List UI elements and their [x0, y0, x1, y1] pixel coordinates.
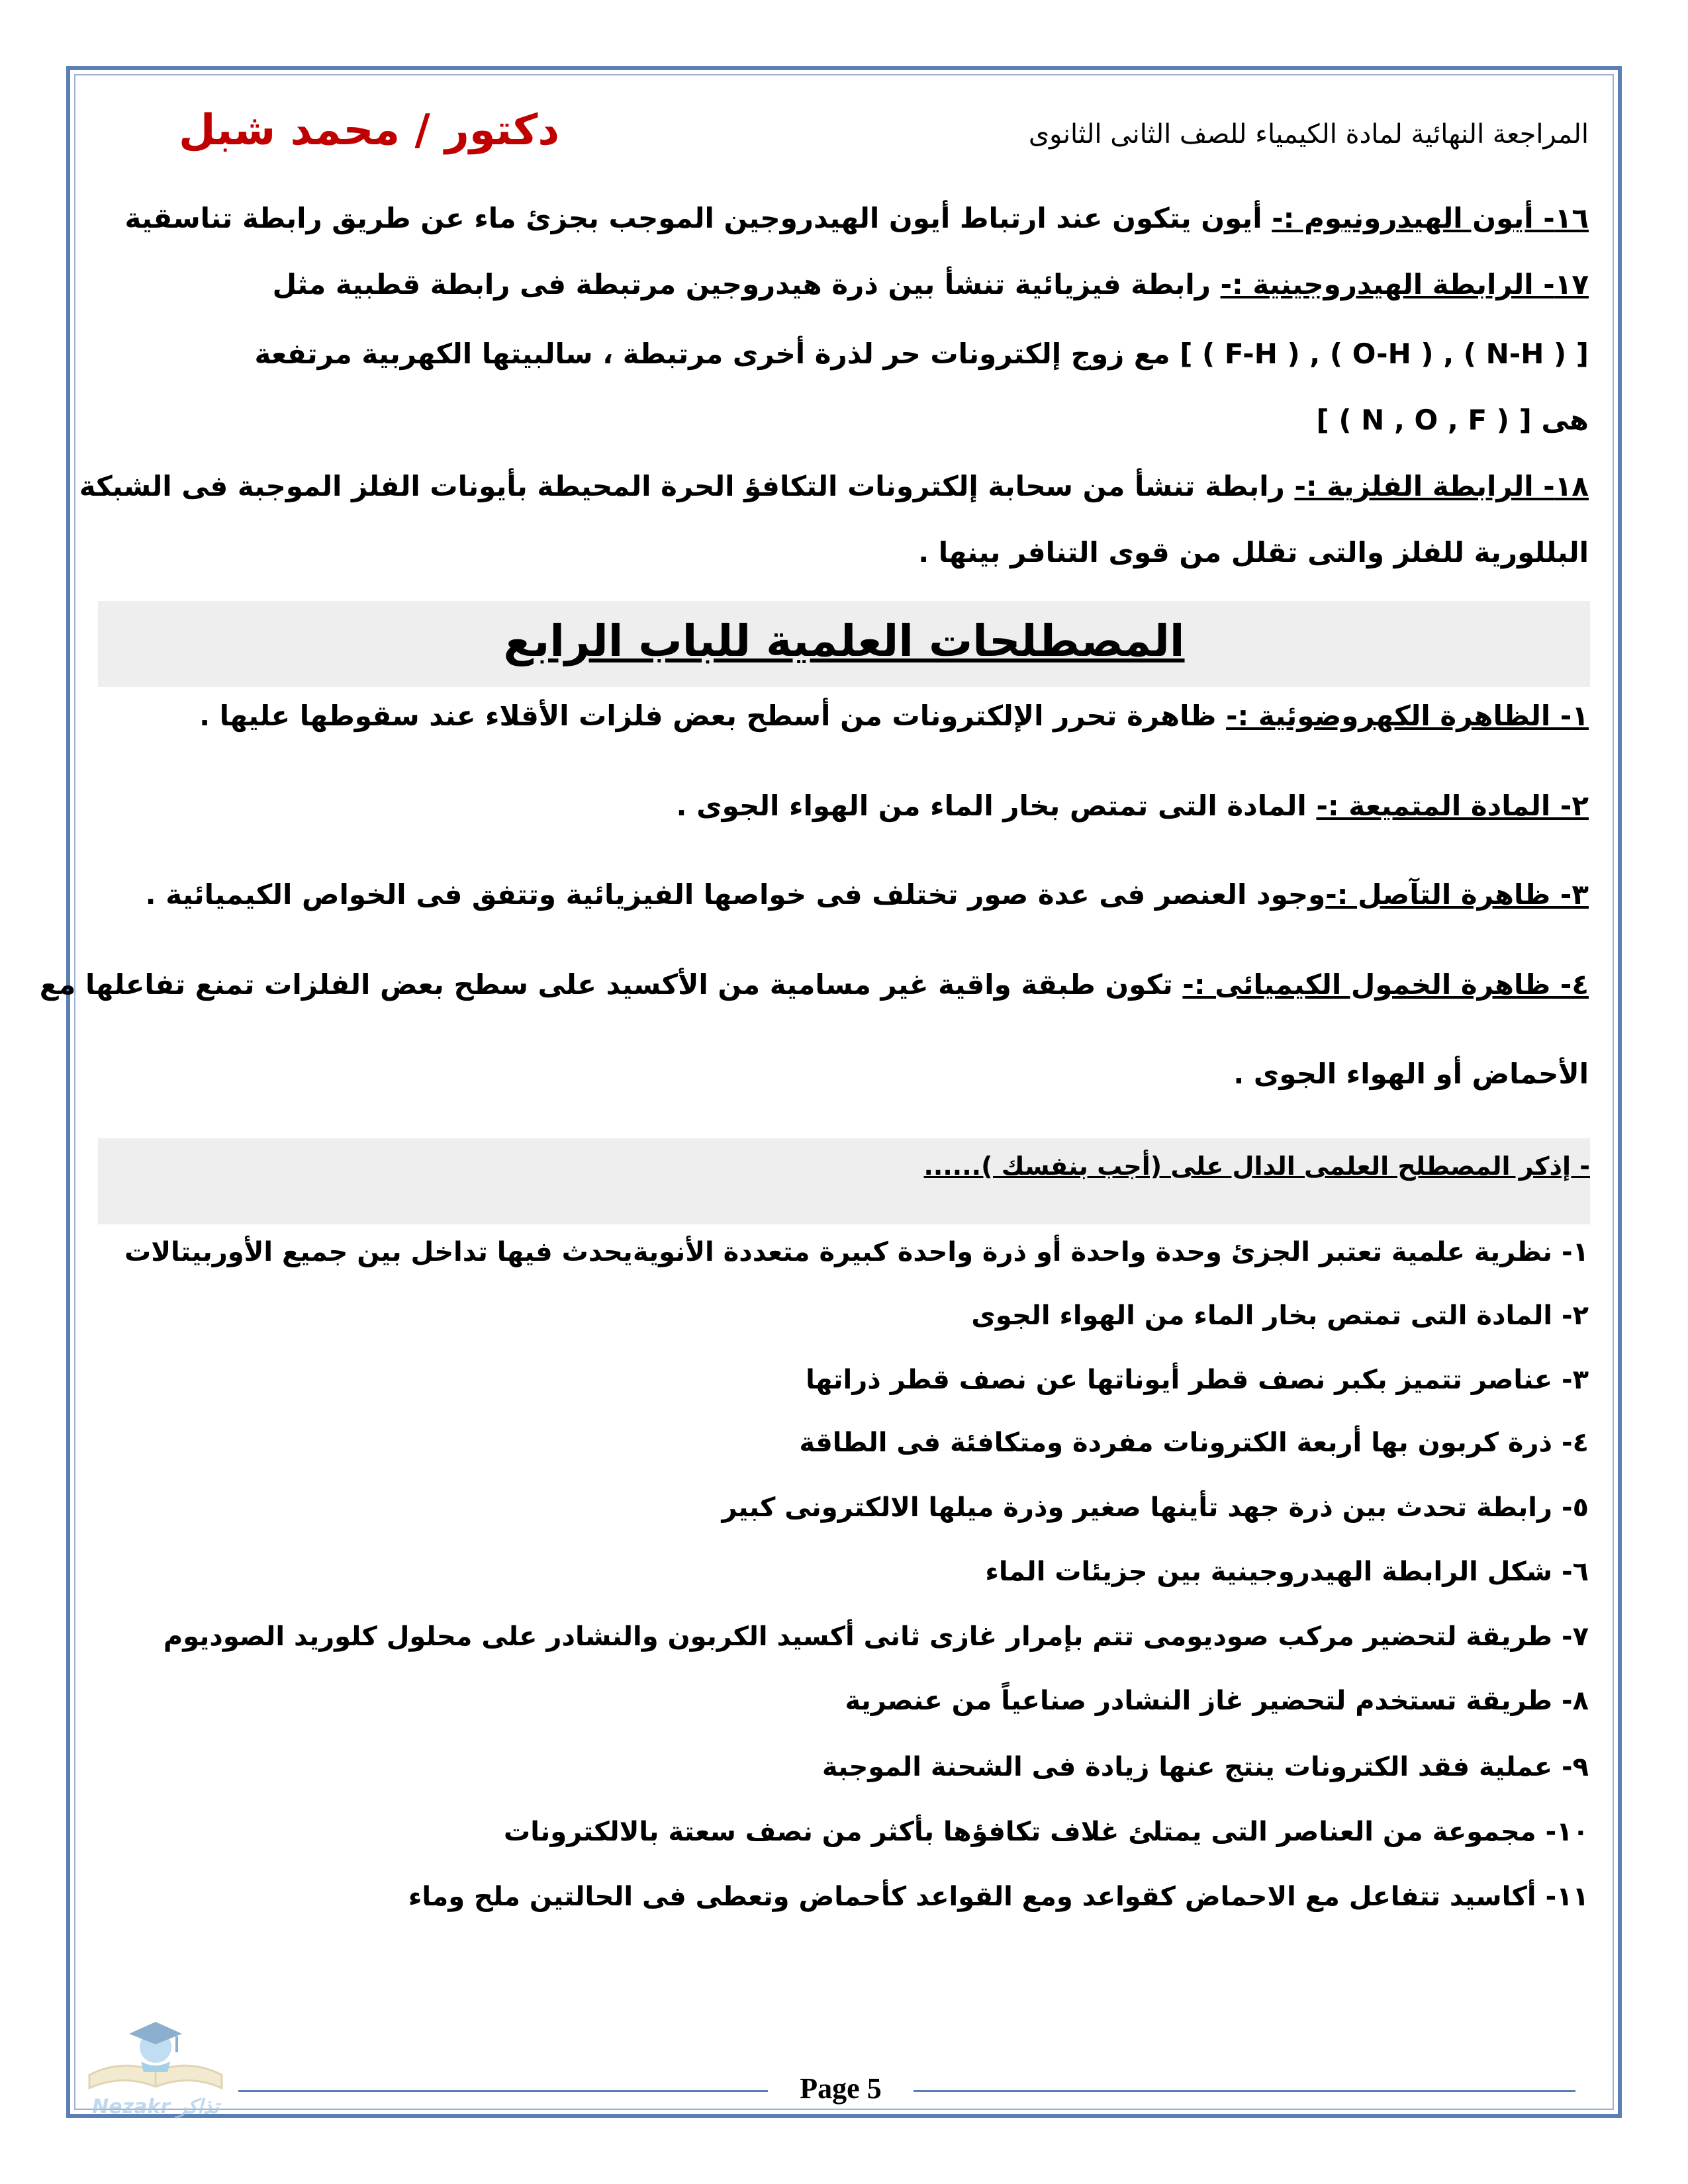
exercise-item-3: ٣- عناصر تتميز بكبر نصف قطر أيوناتها عن نصف قطر ذراتها — [806, 1365, 1589, 1395]
definition-text: هى [ ( N , O , F ) ] — [1316, 404, 1589, 436]
definition-term: ١- الظاهرة الكهروضوئية :- — [1226, 700, 1589, 732]
nezakr-logo — [63, 1995, 248, 2128]
definition-18 — [79, 467, 1589, 506]
definition-17-cont — [99, 334, 1589, 374]
page-number: Page 5 — [800, 2072, 882, 2105]
svg-text:Nezakr تذاكر: Nezakr تذاكر — [92, 2095, 219, 2118]
definition-ch4-3 — [99, 875, 1589, 915]
definition-text: تكون طبقة واقية غير مسامية من الأكسيد على سطح بعض الفلزات تمنع تفاعلها مع — [39, 968, 1183, 1001]
exercise-title: - إذكر المصطلح العلمى الدال على (أجب بنفسك )...... — [923, 1152, 1590, 1181]
footer-rule-right — [914, 2090, 1575, 2092]
definition-term: ١٧- الرابطة الهيدروجينية :- — [1220, 268, 1589, 300]
definition-text: أيون يتكون عند ارتباط أيون الهيدروجين الموجب بجزئ ماء عن طريق رابطة تناسقية — [124, 202, 1272, 234]
exercise-item-4: ٤- ذرة كربون بها أربعة الكترونات مفردة ومتكافئة فى الطاقة — [799, 1428, 1589, 1458]
section-header-band — [98, 601, 1590, 687]
exercise-item-9: ٩- عملية فقد الكترونات ينتج عنها زيادة فى الشحنة الموجبة — [821, 1752, 1589, 1782]
footer-rule-left — [238, 2090, 768, 2092]
definition-text: ظاهرة تحرر الإلكترونات من أسطح بعض فلزات الأقلاء عند سقوطها عليها . — [199, 700, 1227, 732]
definition-text: رابطة فيزيائية تنشأ بين ذرة هيدروجين مرتبطة فى رابطة قطبية مثل — [272, 268, 1221, 300]
exercise-item-7: ٧- طريقة لتحضير مركب صوديومى تتم بإمرار غازى ثانى أكسيد الكربون والنشادر على محلول كلوريد الصوديوم — [163, 1621, 1589, 1652]
definition-term: ٣- ظاهرة التآصل :- — [1325, 878, 1589, 911]
definition-17-cont2 — [99, 400, 1589, 440]
definition-text: البللورية للفلز والتى تقلل من قوى التنافر بينها . — [918, 536, 1589, 569]
definition-term: ٤- ظاهرة الخمول الكيميائى :- — [1182, 968, 1589, 1001]
definition-17 — [99, 265, 1589, 304]
definition-text: [ ( N-H ) , ( O-H ) , ( F-H ) ] مع زوج إلكترونات حر لذرة أخرى مرتبطة ، سالبيتها الكهربية مرتفعة — [254, 338, 1589, 370]
exercise-item-10: ١٠- مجموعة من العناصر التى يمتلئ غلاف تكافؤها بأكثر من نصف سعتة بالالكترونات — [504, 1817, 1589, 1847]
exercise-item-6: ٦- شكل الرابطة الهيدروجينية بين جزيئات الماء — [985, 1557, 1589, 1587]
exercise-item-11: ١١- أكاسيد تتفاعل مع الاحماض كقواعد ومع القواعد كأحماض وتعطى فى الحالتين ملح وماء — [408, 1882, 1589, 1912]
definition-text: وجود العنصر فى عدة صور تختلف فى خواصها الفيزيائية وتتفق فى الخواص الكيميائية . — [145, 878, 1326, 911]
definition-text: رابطة تنشأ من سحابة إلكترونات التكافؤ الحرة المحيطة بأيونات الفلز الموجبة فى الشبكة — [79, 470, 1295, 502]
definition-ch4-4-cont — [99, 1054, 1589, 1094]
definition-term: ١٨- الرابطة الفلزية :- — [1294, 470, 1589, 502]
definition-ch4-2 — [99, 786, 1589, 826]
definition-16 — [99, 199, 1589, 238]
exercise-item-5: ٥- رابطة تحدث بين ذرة جهد تأينها صغير وذرة ميلها الالكترونى كبير — [722, 1492, 1589, 1523]
definition-18-cont — [99, 533, 1589, 572]
definition-ch4-1 — [99, 696, 1589, 736]
definition-term: ٢- المادة المتميعة :- — [1316, 790, 1589, 822]
definition-ch4-4 — [39, 965, 1589, 1005]
definition-text: الأحماض أو الهواء الجوى . — [1233, 1058, 1589, 1090]
exercise-item-8: ٨- طريقة تستخدم لتحضير غاز النشادر صناعياً من عنصرية — [845, 1686, 1589, 1716]
exercise-item-2: ٢- المادة التى تمتص بخار الماء من الهواء الجوى — [971, 1300, 1589, 1331]
definition-term: ١٦- أيون الهيدرونيوم :- — [1272, 202, 1589, 234]
exercise-header-band — [98, 1138, 1590, 1224]
header-author: دكتور / محمد شبل — [179, 106, 560, 155]
section-title: المصطلحات العلمية للباب الرابع — [503, 615, 1185, 666]
header-subject: المراجعة النهائية لمادة الكيمياء للصف الثانى الثانوى — [1028, 119, 1589, 150]
definition-text: المادة التى تمتص بخار الماء من الهواء الجوى . — [676, 790, 1317, 822]
exercise-item-1: ١- نظرية علمية تعتبر الجزئ وحدة واحدة أو ذرة واحدة كبيرة متعددة الأنويةيحدث فيها تداخل بين جميع الأوربيتالات — [124, 1237, 1589, 1267]
